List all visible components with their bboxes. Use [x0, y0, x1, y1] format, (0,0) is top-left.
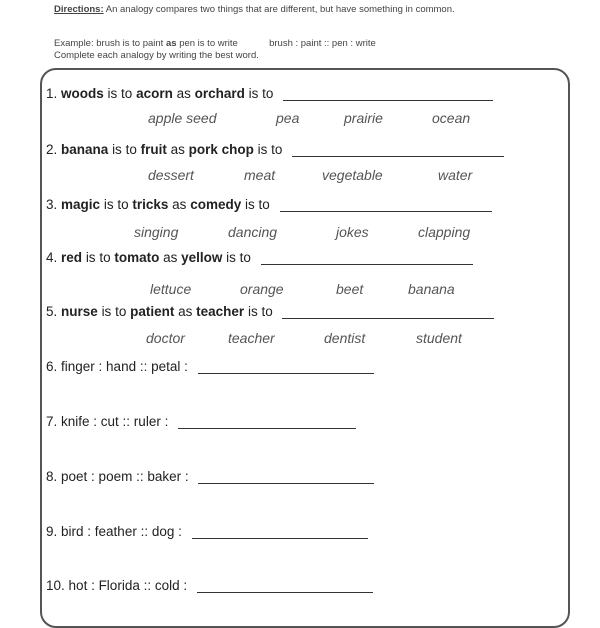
choice: dancing [228, 224, 278, 240]
connector: is to [103, 197, 129, 212]
choice: pea [276, 110, 300, 126]
example-line [54, 38, 376, 49]
answer-blank[interactable] [198, 363, 374, 374]
choice: lettuce [150, 281, 192, 297]
term-b: fruit [140, 142, 167, 157]
example-label: Example: [54, 38, 94, 49]
answer-blank[interactable] [292, 146, 504, 157]
question-number: 6. [46, 359, 58, 374]
question-number: 3. [46, 197, 58, 212]
connector: is to [247, 304, 273, 319]
choice: clapping [418, 224, 471, 240]
question-1 [46, 86, 493, 101]
question-10 [46, 578, 373, 593]
answer-blank[interactable] [192, 528, 368, 539]
example-a: brush is to paint [96, 38, 164, 49]
term-c: pork chop [188, 142, 254, 157]
answer-blank[interactable] [280, 201, 492, 212]
answer-blank[interactable] [282, 308, 494, 319]
term-c: comedy [190, 197, 242, 212]
question-number: 1. [46, 86, 58, 101]
choice: apple seed [148, 110, 217, 126]
connector: is to [112, 142, 137, 157]
analogy-text: bird : feather :: dog : [61, 524, 182, 539]
term-a: red [61, 250, 83, 265]
question-number: 7. [46, 414, 58, 429]
question-7 [46, 414, 356, 429]
question-3 [46, 197, 492, 212]
connector: is to [244, 197, 270, 212]
question-number: 10. [46, 578, 65, 593]
term-a: banana [61, 142, 109, 157]
connector: is to [85, 250, 111, 265]
analogy-text: hot : Florida :: cold : [68, 578, 188, 593]
analogy-text: knife : cut :: ruler : [61, 414, 169, 429]
term-c: teacher [196, 304, 245, 319]
term-a: woods [61, 86, 104, 101]
example-as: as [165, 38, 177, 49]
connector: as [163, 250, 178, 265]
choice: teacher [228, 330, 275, 346]
question-2 [46, 142, 504, 157]
term-b: tricks [132, 197, 169, 212]
question-9 [46, 524, 368, 539]
question-number: 5. [46, 304, 58, 319]
answer-blank[interactable] [261, 254, 473, 265]
connector: is to [107, 86, 133, 101]
connector: is to [257, 142, 283, 157]
choice: singing [134, 224, 179, 240]
connector: is to [101, 304, 127, 319]
term-c: orchard [194, 86, 245, 101]
choice: meat [244, 167, 276, 183]
directions-text [54, 4, 554, 15]
question-8 [46, 469, 374, 484]
question-4 [46, 250, 473, 265]
choice: dessert [148, 167, 194, 183]
choice: doctor [146, 330, 185, 346]
question-5 [46, 304, 494, 319]
choice: student [416, 330, 462, 346]
choice: dentist [324, 330, 366, 346]
question-number: 8. [46, 469, 58, 484]
connector: as [172, 197, 187, 212]
question-number: 2. [46, 142, 58, 157]
answer-blank[interactable] [178, 418, 356, 429]
connector: as [170, 142, 185, 157]
analogy-text: finger : hand :: petal : [61, 359, 188, 374]
term-b: acorn [136, 86, 173, 101]
term-a: magic [61, 197, 101, 212]
question-number: 4. [46, 250, 58, 265]
connector: is to [248, 86, 274, 101]
term-c: yellow [181, 250, 223, 265]
choice: ocean [432, 110, 471, 126]
connector: as [176, 86, 191, 101]
example-c: brush : paint :: pen : write [269, 38, 376, 49]
term-a: nurse [61, 304, 98, 319]
question-number: 9. [46, 524, 58, 539]
answer-blank[interactable] [283, 90, 493, 101]
question-6 [46, 359, 374, 374]
directions-label: Directions: [54, 4, 104, 15]
example-b: pen is to write [179, 38, 238, 49]
choice: beet [336, 281, 364, 297]
analogy-text: poet : poem :: baker : [61, 469, 189, 484]
choice: water [438, 167, 473, 183]
choice: vegetable [322, 167, 383, 183]
connector: as [178, 304, 193, 319]
answer-blank[interactable] [197, 582, 373, 593]
choice: jokes [336, 224, 369, 240]
directions-body: An analogy compares two things that are different, but have something in common. [105, 4, 455, 15]
connector: is to [226, 250, 251, 265]
term-b: tomato [114, 250, 160, 265]
answer-blank[interactable] [198, 473, 374, 484]
choice: prairie [344, 110, 383, 126]
choice: banana [408, 281, 455, 297]
term-b: patient [130, 304, 175, 319]
choice: orange [240, 281, 284, 297]
instruction-text: Complete each analogy by writing the best word. [54, 50, 259, 61]
